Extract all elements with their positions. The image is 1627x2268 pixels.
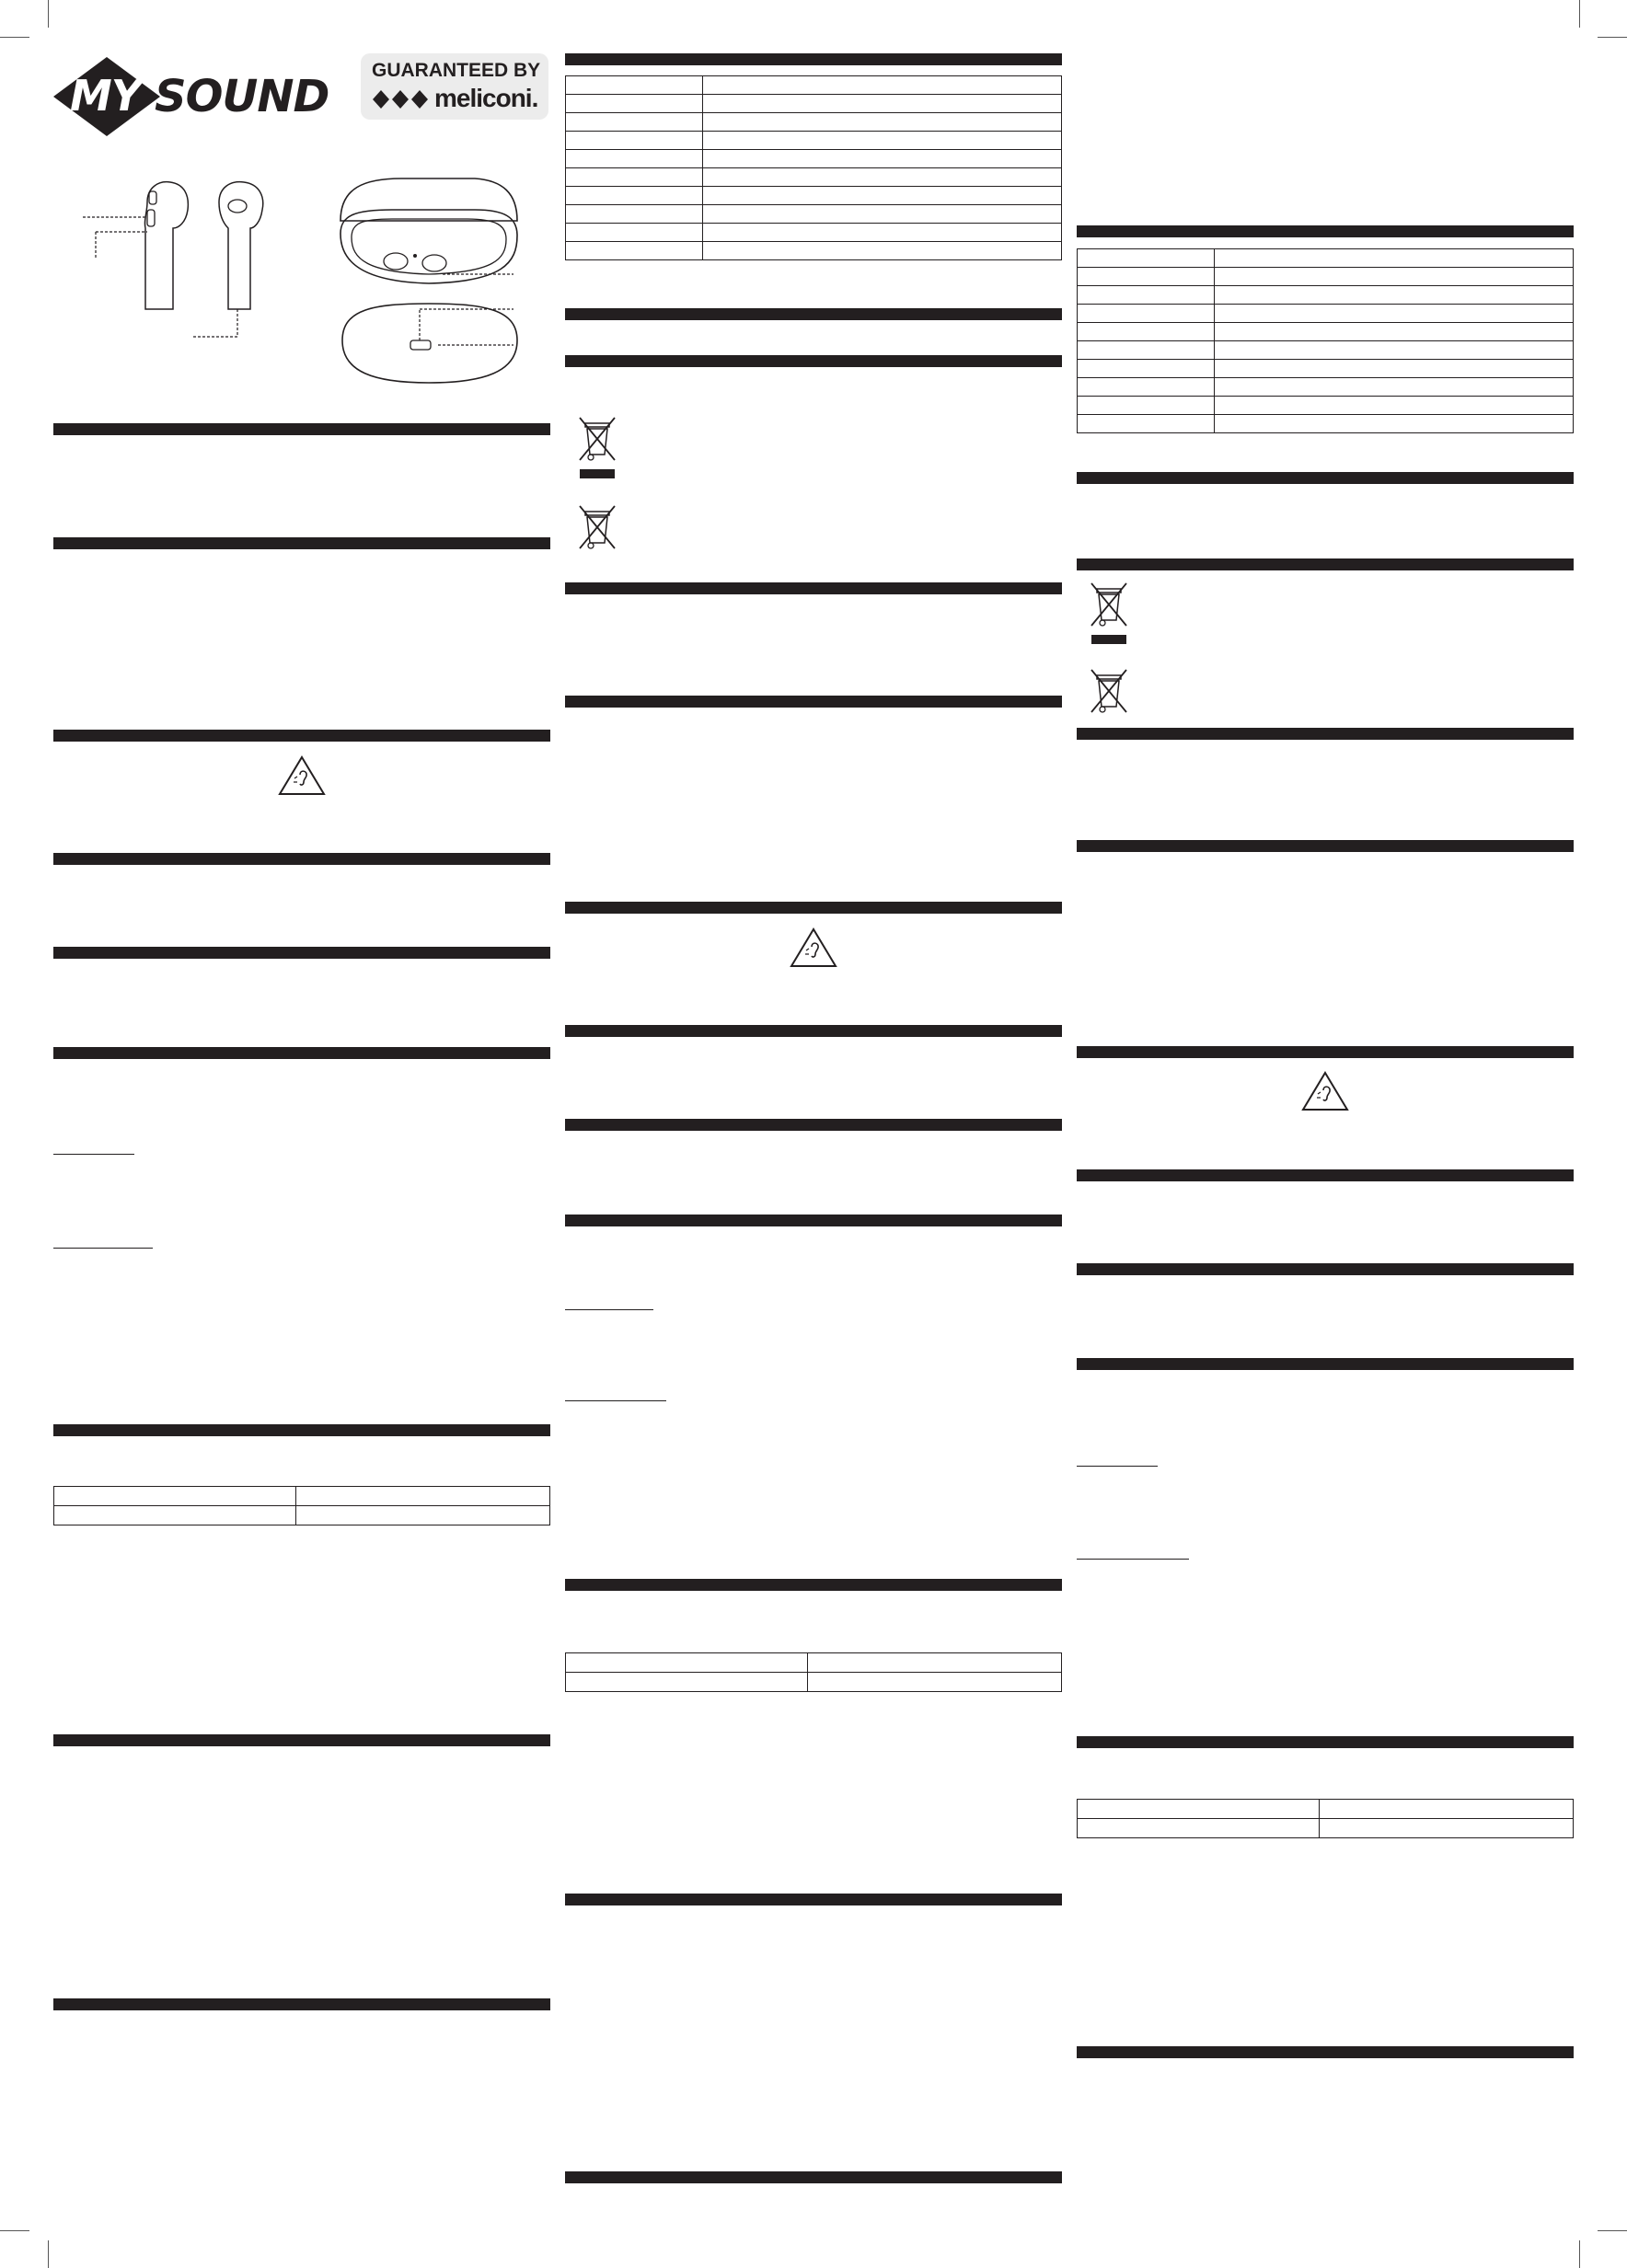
section-bar xyxy=(53,1734,550,1746)
section-bar xyxy=(1077,1263,1574,1275)
section-bar xyxy=(53,1047,550,1059)
section-bar xyxy=(565,1579,1062,1591)
section-bar xyxy=(1077,1046,1574,1058)
logo-my: MY xyxy=(70,71,142,121)
crop-mark xyxy=(1598,2230,1627,2231)
earbuds-diagram xyxy=(83,175,368,340)
crop-mark xyxy=(0,37,29,38)
section-bar xyxy=(53,1424,550,1436)
spec-table xyxy=(565,75,1062,260)
spec-table xyxy=(1077,1799,1574,1838)
partner-name: meliconi. xyxy=(434,84,538,112)
section-bar xyxy=(565,1119,1062,1131)
hearing-damage-warning-icon xyxy=(790,927,837,969)
subheading-underline xyxy=(565,1309,653,1310)
spec-table xyxy=(1077,248,1574,433)
section-bar xyxy=(53,730,550,742)
section-bar xyxy=(53,1998,550,2010)
spec-table xyxy=(53,1486,550,1525)
logo-sound: SOUND xyxy=(155,71,329,122)
section-bar xyxy=(565,2171,1062,2183)
section-bar xyxy=(53,853,550,865)
section-bar xyxy=(565,582,1062,594)
section-bar xyxy=(565,1894,1062,1905)
hearing-damage-warning-icon xyxy=(278,754,326,797)
section-bar xyxy=(1077,1736,1574,1748)
section-bar xyxy=(53,423,550,435)
subheading-underline xyxy=(53,1248,153,1249)
section-bar xyxy=(565,696,1062,708)
mysound-logo xyxy=(52,55,339,138)
section-bar xyxy=(565,902,1062,914)
crossed-out-wheelie-bin-icon xyxy=(1088,666,1130,718)
section-bar xyxy=(1077,728,1574,740)
crossed-out-wheelie-bin-icon xyxy=(576,414,618,480)
charging-case-diagram xyxy=(337,175,530,386)
section-bar xyxy=(53,537,550,549)
subheading-underline xyxy=(565,1400,666,1401)
hearing-damage-warning-icon xyxy=(1301,1070,1349,1112)
crop-mark xyxy=(48,0,49,28)
spec-table xyxy=(565,1652,1062,1692)
subheading-underline xyxy=(1077,1559,1189,1560)
subheading-underline xyxy=(1077,1466,1158,1467)
crop-mark xyxy=(48,2240,49,2268)
crop-mark xyxy=(1579,2240,1580,2268)
subheading-underline xyxy=(53,1154,134,1155)
crossed-out-wheelie-bin-icon xyxy=(576,502,618,554)
section-bar xyxy=(53,947,550,959)
section-bar xyxy=(1077,225,1574,237)
crop-mark xyxy=(0,2230,29,2231)
section-bar xyxy=(1077,472,1574,484)
section-bar xyxy=(1077,2046,1574,2058)
crop-mark xyxy=(1598,37,1627,38)
section-bar xyxy=(1077,840,1574,852)
crossed-out-wheelie-bin-icon xyxy=(1088,580,1130,646)
section-bar xyxy=(1077,1169,1574,1181)
section-bar xyxy=(565,355,1062,367)
meliconi-diamonds-icon xyxy=(372,88,429,110)
section-bar xyxy=(565,53,1062,65)
guarantee-text: GUARANTEED BY xyxy=(372,60,541,81)
section-bar xyxy=(565,1025,1062,1037)
section-bar xyxy=(565,308,1062,320)
section-bar xyxy=(565,1215,1062,1226)
guaranteed-by-badge xyxy=(361,53,548,120)
crop-mark xyxy=(1579,0,1580,28)
section-bar xyxy=(1077,1358,1574,1370)
section-bar xyxy=(1077,558,1574,570)
